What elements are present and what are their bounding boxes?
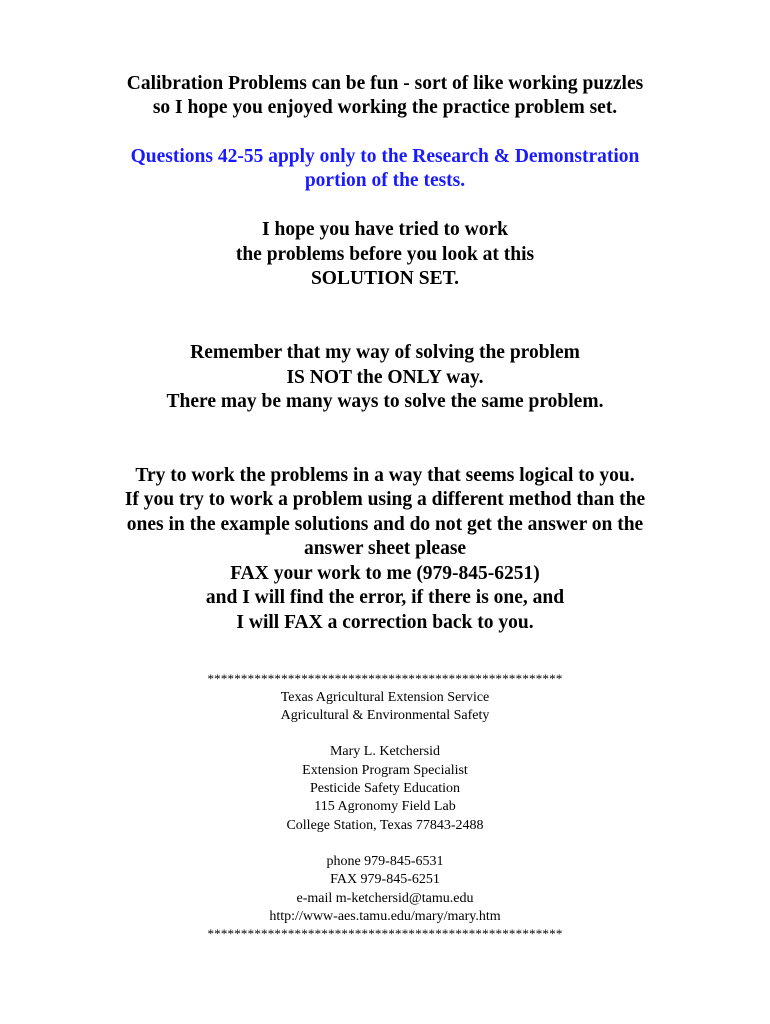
notice-line-2: portion of the tests. [304,170,466,191]
intro-line-1: Calibration Problems can be fun - sort of like working puzzles [126,73,644,94]
notice-line-1: Questions 42-55 apply only to the Research & Demonstration [130,146,640,167]
contact-dept: Pesticide Safety Education [309,781,461,796]
separator-top: ***************************************************** [207,671,563,686]
tried-line-2: the problems before you look at this [235,244,535,265]
remember-line-2: IS NOT the ONLY way. [286,367,484,388]
contact-title: Extension Program Specialist [302,763,468,778]
contact-fax: FAX 979-845-6251 [330,872,440,887]
remember-line-1: Remember that my way of solving the problem [190,342,580,363]
try-line-1: Try to work the problems in a way that seems logical to you. [135,465,635,486]
tried-line-1: I hope you have tried to work [262,219,508,240]
try-line-7: I will FAX a correction back to you. [236,612,534,633]
contact-phone: phone 979-845-6531 [326,854,444,869]
contact-url: http://www-aes.tamu.edu/mary/mary.htm [269,909,501,924]
contact-email: e-mail m-ketchersid@tamu.edu [296,891,474,906]
try-line-2: If you try to work a problem using a different method than the [124,489,646,510]
try-line-5: FAX your work to me (979-845-6251) [230,563,540,584]
tried-line-3: SOLUTION SET. [310,268,460,289]
try-line-4: answer sheet please [303,538,467,559]
contact-address-2: College Station, Texas 77843-2488 [286,818,484,833]
contact-address-1: 115 Agronomy Field Lab [314,799,456,814]
try-line-3: ones in the example solutions and do not get the answer on the [126,514,644,535]
org-line-1: Texas Agricultural Extension Service [280,690,490,705]
intro-line-2: so I hope you enjoyed working the practice problem set. [152,97,618,118]
remember-line-3: There may be many ways to solve the same problem. [166,391,604,412]
try-line-6: and I will find the error, if there is one, and [205,587,565,608]
org-line-2: Agricultural & Environmental Safety [280,708,490,723]
contact-name: Mary L. Ketchersid [329,744,441,759]
separator-bottom: ***************************************************** [207,926,563,941]
